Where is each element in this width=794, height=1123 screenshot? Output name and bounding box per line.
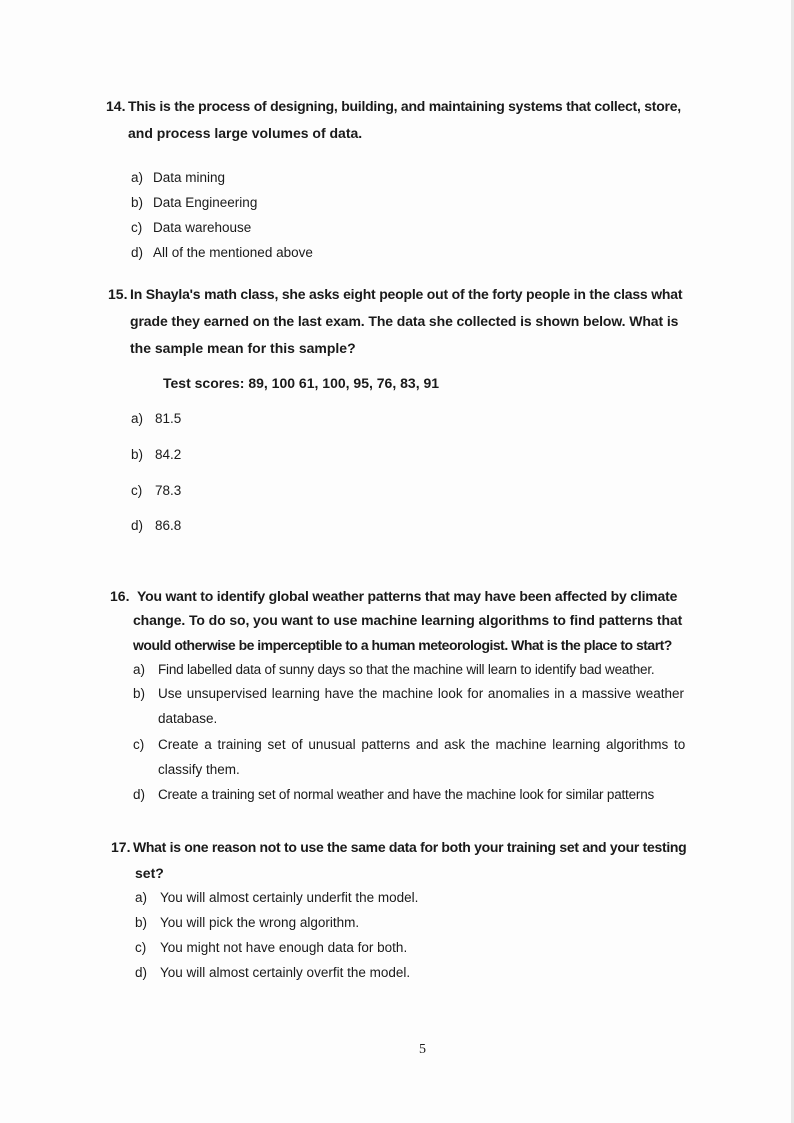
question-text: grade they earned on the last exam. The data she collected is shown below. What is	[130, 313, 679, 329]
option-label: b)	[133, 686, 146, 701]
option-b-cont: database.	[158, 711, 218, 726]
option-label: d)	[131, 245, 144, 260]
page-number: 5	[419, 1042, 426, 1057]
test-scores: Test scores: 89, 100 61, 100, 95, 76, 83, 91	[163, 375, 440, 391]
option-c: You might not have enough data for both.	[160, 940, 408, 955]
option-d: All of the mentioned above	[153, 245, 313, 260]
question-text: This is the process of designing, building, and maintaining systems that collect, store,	[128, 98, 681, 114]
question-text: would otherwise be imperceptible to a human meteorologist. What is the place to start?	[133, 637, 672, 653]
question-text: change. To do so, you want to use machine learning algorithms to find patterns that	[133, 612, 683, 628]
option-label: c)	[133, 737, 145, 752]
option-label: d)	[131, 518, 144, 533]
option-label: a)	[133, 662, 146, 677]
option-label: d)	[135, 965, 148, 980]
option-label: a)	[135, 890, 148, 905]
option-a: 81.5	[155, 411, 182, 426]
question-text: and process large volumes of data.	[128, 125, 363, 141]
option-b: Data Engineering	[153, 195, 258, 210]
option-d: Create a training set of normal weather and have the machine look for similar patterns	[158, 787, 655, 802]
option-label: c)	[135, 940, 147, 955]
option-a: Data mining	[153, 170, 226, 185]
question-text: What is one reason not to use the same data for both your training set and your testing	[133, 839, 687, 855]
question-text: set?	[135, 865, 164, 881]
question-number: 15.	[108, 286, 128, 302]
question-number: 16.	[110, 588, 130, 604]
question-text: In Shayla's math class, she asks eight people out of the forty people in the class what	[130, 286, 683, 302]
option-b: Use unsupervised learning have the machine look for anomalies in a massive weather	[158, 686, 685, 701]
option-c: 78.3	[155, 483, 182, 498]
option-label: b)	[135, 915, 148, 930]
option-b: You will pick the wrong algorithm.	[160, 915, 360, 930]
option-label: c)	[131, 483, 143, 498]
option-d: You will almost certainly overfit the model.	[160, 965, 411, 980]
option-c: Data warehouse	[153, 220, 252, 235]
option-label: c)	[131, 220, 143, 235]
option-label: a)	[131, 170, 144, 185]
option-a: Find labelled data of sunny days so that the machine will learn to identify bad weather.	[158, 662, 655, 677]
option-label: b)	[131, 195, 144, 210]
question-number: 17.	[111, 839, 131, 855]
question-text: You want to identify global weather patterns that may have been affected by climate	[137, 588, 678, 604]
option-c: Create a training set of unusual patterns and ask the machine learning algorithms to	[158, 737, 686, 752]
option-c-cont: classify them.	[158, 762, 240, 777]
question-text: the sample mean for this sample?	[130, 340, 356, 356]
question-number: 14.	[106, 98, 126, 114]
option-label: a)	[131, 411, 144, 426]
option-label: b)	[131, 447, 144, 462]
option-d: 86.8	[155, 518, 182, 533]
option-b: 84.2	[155, 447, 182, 462]
option-label: d)	[133, 787, 146, 802]
option-a: You will almost certainly underfit the model.	[160, 890, 419, 905]
